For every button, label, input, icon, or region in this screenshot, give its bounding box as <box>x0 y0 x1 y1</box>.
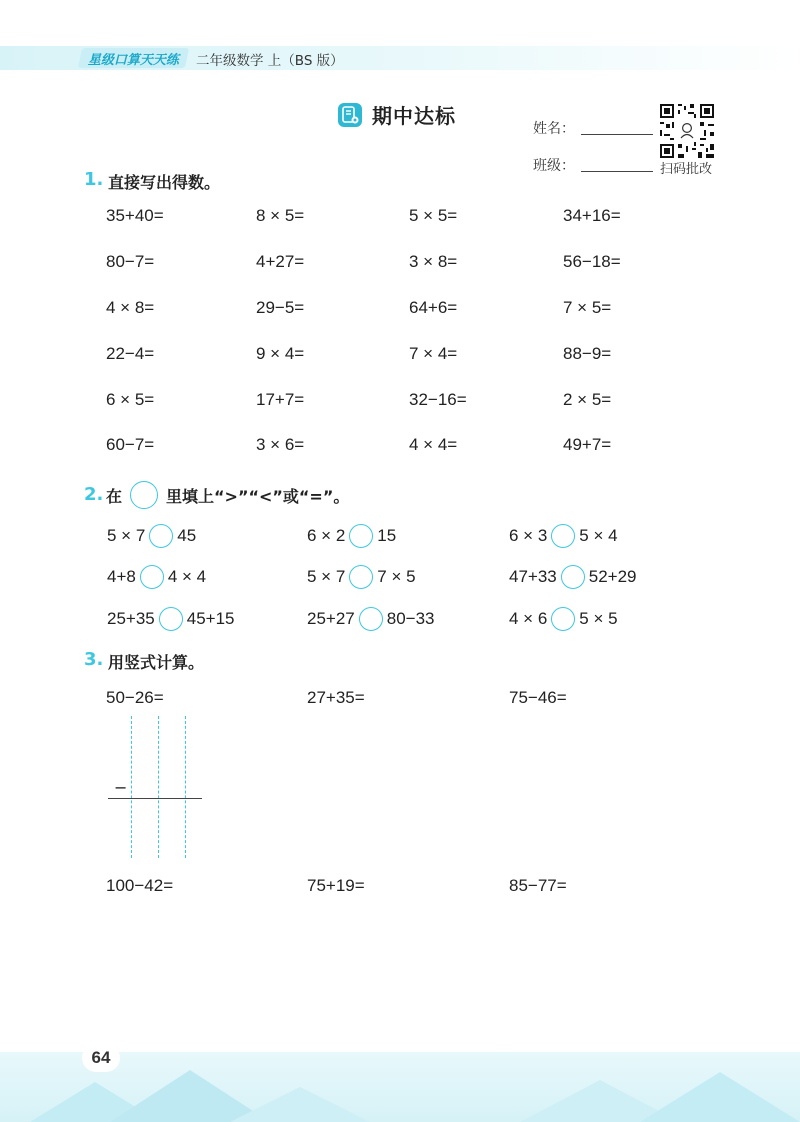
exercise-item[interactable]: 3 × 6= <box>256 435 305 454</box>
compare-item <box>307 607 435 631</box>
compare-item <box>509 524 618 548</box>
sum-line <box>108 798 202 799</box>
answer-circle[interactable] <box>149 524 173 548</box>
vertical-calc-item[interactable]: 50−26= <box>106 688 164 707</box>
answer-circle[interactable] <box>551 607 575 631</box>
exercise-item[interactable]: 8 × 5= <box>256 206 305 225</box>
compare-item <box>107 565 206 589</box>
column-guide-line <box>158 716 159 858</box>
page-number: 64 <box>82 1044 120 1072</box>
compare-left: 4+8 <box>107 567 136 586</box>
vertical-calc-item[interactable]: 75−46= <box>509 688 567 707</box>
compare-right: 52+29 <box>588 567 637 586</box>
compare-item <box>509 607 618 631</box>
section-2-title-post: 里填上“>”“<”或“=”。 <box>166 486 350 506</box>
mountain-decoration-icon <box>0 1052 800 1122</box>
compare-left: 5 × 7 <box>307 567 346 586</box>
exercise-item[interactable]: 80−7= <box>106 252 155 271</box>
exercise-item[interactable]: 5 × 5= <box>409 206 458 225</box>
section-1-title: 直接写出得数。 <box>108 173 221 192</box>
answer-circle[interactable] <box>140 565 164 589</box>
answer-circle[interactable] <box>561 565 585 589</box>
section-2-title <box>106 481 349 509</box>
footer-band <box>0 1052 800 1122</box>
compare-item <box>107 607 235 631</box>
compare-left: 5 × 7 <box>107 526 146 545</box>
series-title: 星级口算天天练 <box>88 52 180 68</box>
compare-right: 45 <box>177 526 197 545</box>
answer-circle[interactable] <box>551 524 575 548</box>
exercise-item[interactable]: 88−9= <box>563 344 612 363</box>
qr-code-icon[interactable] <box>660 104 714 158</box>
compare-right: 5 × 5 <box>579 609 618 628</box>
compare-right: 45+15 <box>186 609 235 628</box>
section-3-number: 3. <box>84 649 104 670</box>
exercise-item[interactable]: 60−7= <box>106 435 155 454</box>
exercise-item[interactable]: 9 × 4= <box>256 344 305 363</box>
exercise-item[interactable]: 56−18= <box>563 252 621 271</box>
name-label: 姓名： <box>533 121 575 137</box>
compare-right: 4 × 4 <box>167 567 207 586</box>
compare-item <box>509 565 637 589</box>
vertical-calc-item[interactable]: 85−77= <box>509 876 567 895</box>
section-2-number: 2. <box>84 484 104 505</box>
exercise-item[interactable]: 7 × 5= <box>563 298 612 317</box>
exercise-item[interactable]: 17+7= <box>256 390 305 409</box>
document-pen-icon <box>338 103 362 127</box>
book-subtitle: 二年级数学 上（BS 版） <box>196 53 344 69</box>
compare-right: 80−33 <box>386 609 435 628</box>
minus-sign: − <box>114 778 128 797</box>
compare-left: 25+35 <box>107 609 155 628</box>
exercise-item[interactable]: 4 × 8= <box>106 298 155 317</box>
compare-left: 47+33 <box>509 567 557 586</box>
circle-icon <box>130 481 158 509</box>
qr-caption: 扫码批改 <box>660 162 713 177</box>
name-field[interactable] <box>533 118 575 138</box>
answer-circle[interactable] <box>359 607 383 631</box>
answer-circle[interactable] <box>349 524 373 548</box>
exercise-item[interactable]: 6 × 5= <box>106 390 155 409</box>
exercise-item[interactable]: 7 × 4= <box>409 344 458 363</box>
column-guide-line <box>185 716 186 858</box>
name-underline[interactable] <box>581 134 653 135</box>
section-2-title-pre: 在 <box>106 486 123 506</box>
exercise-item[interactable]: 34+16= <box>563 206 621 225</box>
exercise-item[interactable]: 3 × 8= <box>409 252 458 271</box>
exercise-item[interactable]: 35+40= <box>106 206 164 225</box>
exercise-item[interactable]: 32−16= <box>409 390 467 409</box>
section-3-title: 用竖式计算。 <box>108 653 205 672</box>
vertical-calc-item[interactable]: 27+35= <box>307 688 365 707</box>
vertical-calc-item[interactable]: 75+19= <box>307 876 365 895</box>
compare-left: 25+27 <box>307 609 355 628</box>
compare-right: 7 × 5 <box>377 567 416 586</box>
compare-left: 4 × 6 <box>509 609 548 628</box>
class-underline[interactable] <box>581 171 653 172</box>
class-field[interactable] <box>533 155 575 175</box>
compare-item <box>307 565 416 589</box>
compare-item <box>307 524 396 548</box>
column-guide-line <box>131 716 132 858</box>
exercise-item[interactable]: 4+27= <box>256 252 305 271</box>
page-title-block <box>338 100 456 129</box>
answer-circle[interactable] <box>159 607 183 631</box>
section-1-number: 1. <box>84 169 104 190</box>
series-tag <box>78 48 189 68</box>
exercise-item[interactable]: 29−5= <box>256 298 305 317</box>
exercise-item[interactable]: 64+6= <box>409 298 458 317</box>
exercise-item[interactable]: 49+7= <box>563 435 612 454</box>
compare-right: 5 × 4 <box>579 526 618 545</box>
exercise-item[interactable]: 4 × 4= <box>409 435 458 454</box>
compare-left: 6 × 3 <box>509 526 548 545</box>
compare-left: 6 × 2 <box>307 526 346 545</box>
vertical-calc-item[interactable]: 100−42= <box>106 876 174 895</box>
class-label: 班级： <box>533 158 575 174</box>
compare-right: 15 <box>377 526 397 545</box>
exercise-item[interactable]: 2 × 5= <box>563 390 612 409</box>
page-title: 期中达标 <box>372 104 456 128</box>
exercise-item[interactable]: 22−4= <box>106 344 155 363</box>
answer-circle[interactable] <box>349 565 373 589</box>
compare-item <box>107 524 196 548</box>
